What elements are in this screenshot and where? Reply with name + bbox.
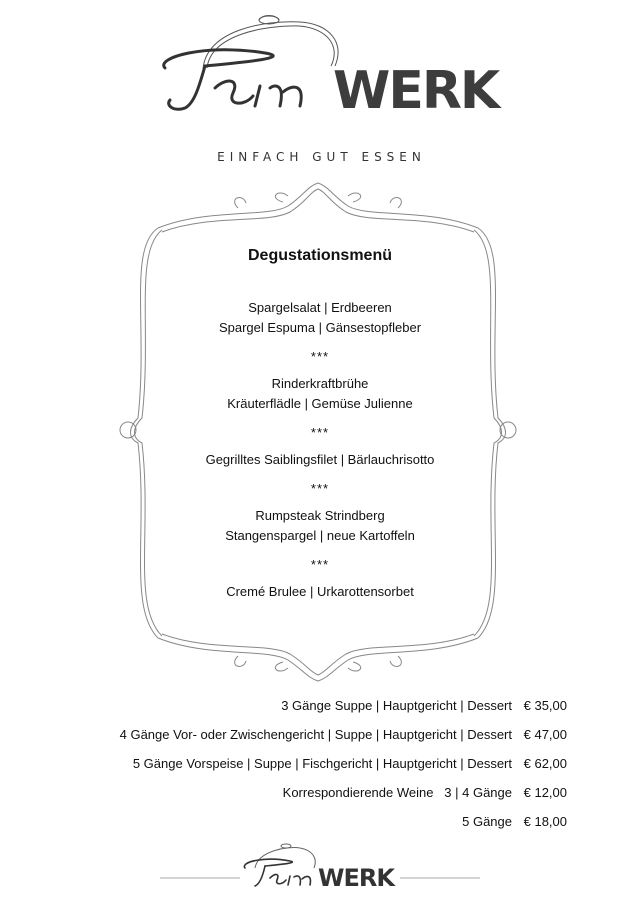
course <box>150 582 490 602</box>
course <box>150 298 490 338</box>
course-line: Rinderkraftbrühe <box>271 376 369 391</box>
tagline: EINFACH GUT ESSEN <box>217 150 426 164</box>
price-value: € 12,00 <box>523 785 567 800</box>
price-description: Korrespondierende Weine 3 | 4 Gänge <box>282 785 512 800</box>
course <box>150 374 490 414</box>
course-line: Rumpsteak Strindberg <box>255 508 385 523</box>
course-line: Spargel Espuma | Gänsestopfleber <box>218 320 422 335</box>
price-value: € 35,00 <box>523 698 567 713</box>
price-description: 5 Gänge <box>462 814 512 829</box>
feinwerk-logo <box>145 8 499 123</box>
course-line: Cremé Brulee | Urkarottensorbet <box>226 584 414 599</box>
course-separator: *** <box>310 425 330 440</box>
price-row <box>120 727 567 742</box>
menu-title: Degustationsmenü <box>247 247 392 264</box>
course-line: Spargelsalat | Erdbeeren <box>248 300 392 315</box>
tasting-menu <box>150 246 490 602</box>
price-row <box>133 756 567 771</box>
price-row <box>462 814 567 829</box>
price-value: € 62,00 <box>523 756 567 771</box>
price-description: 4 Gänge Vor- oder Zwischengericht | Suppe | Hauptgericht | Dessert <box>119 727 512 742</box>
logo-werk-text: WERK <box>318 864 394 892</box>
course-line: Kräuterflädle | Gemüse Julienne <box>227 396 413 411</box>
course-separator: *** <box>310 557 330 572</box>
price-value: € 47,00 <box>523 727 567 742</box>
course-separator: *** <box>310 481 330 496</box>
price-value: € 18,00 <box>523 814 567 829</box>
price-row <box>283 785 567 800</box>
logo-werk-text: WERK <box>333 61 499 121</box>
logo-script-fein <box>164 50 301 110</box>
feinwerk-logo-footer <box>160 840 480 892</box>
price-row <box>281 698 567 713</box>
course-line: Stangenspargel | neue Kartoffeln <box>225 528 415 543</box>
course-line: Gegrilltes Saiblingsfilet | Bärlauchrisotto <box>205 452 435 467</box>
cloche-icon <box>203 16 338 71</box>
course <box>150 450 490 470</box>
price-description: 3 Gänge Suppe | Hauptgericht | Dessert <box>281 698 512 713</box>
logo-script-fein <box>244 859 310 886</box>
course <box>150 506 490 546</box>
price-description: 5 Gänge Vorspeise | Suppe | Fischgericht | Hauptgericht | Dessert <box>132 756 512 771</box>
course-separator: *** <box>310 349 330 364</box>
